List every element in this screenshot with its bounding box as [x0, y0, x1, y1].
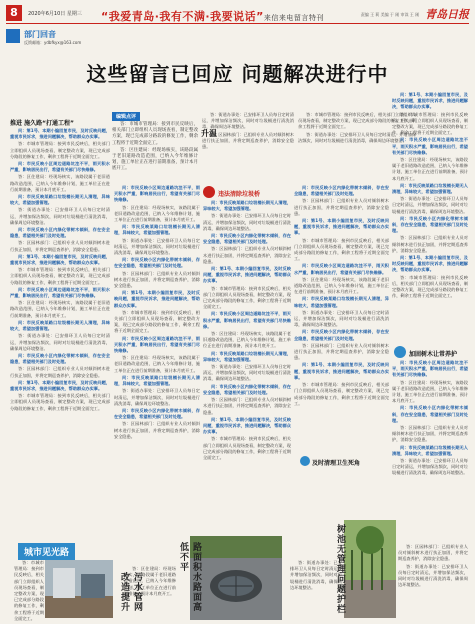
caption-tree-guard: 树池无管理问题护栏 [335, 524, 345, 614]
mid-column-3: 问：市民反映小区内绿化带树木倾斜，存在安全隐患，希望相关部门及时处理。 答：区园林部门：已组织专业人员对倾斜树木进行扶正加固，并将定期巡查养护，消除安全隐患。 问：第1号、本期小编回复市民，及时反映问题，重视市民诉求，推进问题解决，帮助群众办实事。 答：市城市管理局：接到市民反映后，相关部门立即组织人员现场查看，制定整改方案，现已完成部分路段的修复工作，剩余工程将于近期全面完工。 问：市民反映小区周边道路坑洼不平，雨天积水严重，影响居民出行，希望有关部门尽快维修。 答：区住建局：经现场核实，该路段属于老旧道路改造范围，已纳入今年维修计划，施工单位正在进行前期准备，预计本月底开工。 问：市民反映某路口垃圾桶长期无人清理，异味较大，希望加强管理。 答：街道办事处：已安排环卫人员每日定时清运，并增加保洁频次，同时对垃圾桶进行清洗消毒，确保周边环境整洁。 问：市民反映小区内绿化带树木倾斜，存在安全隐患，希望相关部门及时处理。 答：区园林部门：已组织专业人员对倾斜树木进行扶正加固，并将定期巡查养护，消除安全隐患。 问：第1号、本期小编回复市民，及时反映问题，重视市民诉求，推进问题解决，帮助群众办实事。 答：市城市管理局：接到市民反映后，相关部门立即组织人员现场查看，制定整改方案，现已完成部分路段的修复工作，剩余工程将于近期全面完工。 [294, 185, 389, 406]
newspaper-logo: 青岛日报 [425, 8, 469, 21]
mid-column-2: 问：市民反映某路口垃圾桶长期无人清理，异味较大，希望加强管理。 答：街道办事处：已安排环卫人员每日定时清运，并增加保洁频次，同时对垃圾桶进行清洗消毒，确保周边环境整洁。 问：市民反映小区内绿化带树木倾斜，存在安全隐患，希望相关部门及时处理。 答：区园林部门：已组织专业人员对倾斜树木进行扶正加固，并将定期巡查养护，消除安全隐患。 问：第1号、本期小编回复市民，及时反映问题，重视市民诉求，推进问题解决，帮助群众办实事。 答：市城市管理局：接到市民反映后，相关部门立即组织人员现场查看，制定整改方案，现已完成部分路段的修复工作，剩余工程将于近期全面完工。 问：市民反映小区周边道路坑洼不平，雨天积水严重，影响居民出行，希望有关部门尽快维修。 答：区住建局：经现场核实，该路段属于老旧道路改造范围，已纳入今年维修计划，施工单位正在进行前期准备，预计本月底开工。 问：市民反映某路口垃圾桶长期无人清理，异味较大，希望加强管理。 答：街道办事处：已安排环卫人员每日定时清运，并增加保洁频次，同时对垃圾桶进行清洗消毒，确保周边环境整洁。 问：市民反映小区内绿化带树木倾斜，存在安全隐患，希望相关部门及时处理。 答：区园林部门：已组织专业人员对倾斜树木进行扶正加固，并将定期巡查养护，消除安全隐患。 问：第1号、本期小编回复市民，及时反映问题，重视市民诉求，推进问题解决，帮助群众办实事。 答：市城市管理局：接到市民反映后，相关部门立即组织人员现场查看，制定整改方案，现已完成部分路段的修复工作，剩余工程将于近期全面完工。 [203, 200, 291, 460]
photo-road [190, 536, 282, 620]
slogan: “我爱青岛·我有不满·我要说话”来信来电留言特刊 [101, 10, 324, 23]
editor-note: 答：市城市管理局：接到市民反映后，相关部门立即组织人员现场查看，制定整改方案，现已完成部分路段的修复工作，剩余工程将于近期全面完工。 答：区住建局：经现场核实，该路段属于老旧道路改造范围，已纳入今年维修计划，施工单位正在进行前期准备，预计本月底开工。 [112, 122, 198, 172]
editor-note-banner: 编辑点评 [112, 112, 140, 121]
bottom-text-1: 答：市城市管理局：接到市民反映后，相关部门立即组织人员现场查看，制定整改方案，现已完成部分路段的修复工作，剩余工程将于近期全面完工。 [14, 560, 44, 621]
upper-note: 答：街道办事处：已安排环卫人员每日定时清运，并增加保洁频次，同时对垃圾桶进行清洗消毒，确保周边环境整洁。 答：区园林部门：已组织专业人员对倾斜树木进行扶正加固，并将定期巡查养护，消除安全隐患。 [202, 112, 294, 150]
main-headline: 这些留言已回应 问题解决进行中 [86, 62, 389, 86]
bottom-text-3: 答：街道办事处：已安排环卫人员每日定时清运，并增加保洁频次，同时对垃圾桶进行清洗消毒，确保周边环境整洁。 [290, 560, 342, 590]
page-header [6, 5, 469, 24]
section-name: 部门回音 [24, 30, 56, 39]
bottom-text-4: 答：区园林部门：已组织专业人员对倾斜树木进行扶正加固，并将定期巡查养护，消除安全隐患。 答：街道办事处：已安排环卫人员每日定时清运，并增加保洁频次，同时对垃圾桶进行清洗消毒，确保周边环境整洁。 [398, 544, 468, 588]
section-icon [6, 29, 20, 43]
left-subtitle: 推进 施久路“打通工程” [10, 120, 74, 127]
right-column-bottom: 问：市民反映小区周边道路坑洼不平，雨天积水严重，影响居民出行，希望有关部门尽快维修。 答：区住建局：经现场核实，该路段属于老旧道路改造范围，已纳入今年维修计划，施工单位正在进行前期准备，预计本月底开工。 问：市民反映小区内绿化带树木倾斜，存在安全隐患，希望相关部门及时处理。 答：区园林部门：已组织专业人员对倾斜树木进行扶正加固，并将定期巡查养护，消除安全隐患。 问：市民反映某路口垃圾桶长期无人清理，异味较大，希望加强管理。 答：街道办事处：已安排环卫人员每日定时清运，并增加保洁频次，同时对垃圾桶进行清洗消毒，确保周边环境整洁。 [392, 360, 468, 476]
right-column-top: 问：第1号、本期小编回复市民，及时反映问题，重视市民诉求，推进问题解决，帮助群众办实事。 答：市城市管理局：接到市民反映后，相关部门立即组织人员现场查看，制定整改方案，现已完成部分路段的修复工作，剩余工程将于近期全面完工。 问：市民反映小区周边道路坑洼不平，雨天积水严重，影响居民出行，希望有关部门尽快维修。 答：区住建局：经现场核实，该路段属于老旧道路改造范围，已纳入今年维修计划，施工单位正在进行前期准备，预计本月底开工。 问：市民反映某路口垃圾桶长期无人清理，异味较大，希望加强管理。 答：街道办事处：已安排环卫人员每日定时清运，并增加保洁频次，同时对垃圾桶进行清洗消毒，确保周边环境整洁。 问：市民反映小区内绿化带树木倾斜，存在安全隐患，希望相关部门及时处理。 答：区园林部门：已组织专业人员对倾斜树木进行扶正加固，并将定期巡查养护，消除安全隐患。 问：第1号、本期小编回复市民，及时反映问题，重视市民诉求，推进问题解决，帮助群众办实事。 答：市城市管理局：接到市民反映后，相关部门立即组织人员现场查看，制定整改方案，现已完成部分路段的修复工作，剩余工程将于近期全面完工。 [392, 92, 468, 299]
feedback-email: 反馈邮箱：ydbfkyx@163.com [24, 40, 82, 45]
right-subtitle-2: 及时清理卫生死角 [312, 460, 361, 467]
caption-road: 路面积水路面高低不平 [178, 542, 201, 612]
page-number: 8 [6, 5, 22, 21]
slogan-tail: 来信来电留言特刊 [263, 14, 324, 22]
photo-pipes [45, 560, 113, 618]
mid-column-1: 问：市民反映小区周边道路坑洼不平，雨天积水严重，影响居民出行，希望有关部门尽快维修。 答：区住建局：经现场核实，该路段属于老旧道路改造范围，已纳入今年维修计划，施工单位正在进行前期准备，预计本月底开工。 问：市民反映某路口垃圾桶长期无人清理，异味较大，希望加强管理。 答：街道办事处：已安排环卫人员每日定时清运，并增加保洁频次，同时对垃圾桶进行清洗消毒，确保周边环境整洁。 问：市民反映小区内绿化带树木倾斜，存在安全隐患，希望相关部门及时处理。 答：区园林部门：已组织专业人员对倾斜树木进行扶正加固，并将定期巡查养护，消除安全隐患。 问：第1号、本期小编回复市民，及时反映问题，重视市民诉求，推进问题解决，帮助群众办实事。 答：市城市管理局：接到市民反映后，相关部门立即组织人员现场查看，制定整改方案，现已完成部分路段的修复工作，剩余工程将于近期全面完工。 问：市民反映小区周边道路坑洼不平，雨天积水严重，影响居民出行，希望有关部门尽快维修。 答：区住建局：经现场核实，该路段属于老旧道路改造范围，已纳入今年维修计划，施工单位正在进行前期准备，预计本月底开工。 问：市民反映某路口垃圾桶长期无人清理，异味较大，希望加强管理。 答：街道办事处：已安排环卫人员每日定时清运，并增加保洁频次，同时对垃圾桶进行清洗消毒，确保周边环境整洁。 问：市民反映小区内绿化带树木倾斜，存在安全隐患，希望相关部门及时处理。 答：区园林部门：已组织专业人员对倾斜树木进行扶正加固，并将定期巡查养护，消除安全隐患。 [114, 185, 200, 439]
photo-tree-guard [344, 520, 396, 618]
section-head [6, 26, 206, 46]
upper-right-note: 答：市城市管理局：接到市民反映后，相关部门立即组织人员现场查看，制定整改方案，现已完成部分路段的修复工作，剩余工程将于近期全面完工。 答：街道办事处：已安排环卫人员每日定时清运，并增加保洁频次，同时对垃圾桶进行清洗消毒，确保周边环境整洁。 [298, 112, 416, 143]
caption-pipes: 污水管网改造提升 [119, 572, 142, 612]
bottom-text-2: 答：区住建局：经现场核实，该路段属于老旧道路改造范围，已纳入今年维修计划，施工单位正在进行前期准备，预计本月底开工。 [124, 566, 176, 596]
tree-icon [394, 346, 406, 358]
bottom-section-label: 城市见光路 [18, 543, 75, 560]
issue-date: 2020年6月10日 星期三 [28, 11, 82, 17]
trash-icon [203, 186, 215, 198]
broom-icon [300, 456, 310, 466]
right-subtitle-1: 加固树木让常养护 [409, 351, 458, 358]
left-column: 问：第1号、本期小编回复市民，及时反映问题，重视市民诉求，推进问题解决，帮助群众办实事。 答：市城市管理局：接到市民反映后，相关部门立即组织人员现场查看，制定整改方案，现已完成部分路段的修复工作，剩余工程将于近期全面完工。 问：市民反映小区周边道路坑洼不平，雨天积水严重，影响居民出行，希望有关部门尽快维修。 答：区住建局：经现场核实，该路段属于老旧道路改造范围，已纳入今年维修计划，施工单位正在进行前期准备，预计本月底开工。 问：市民反映某路口垃圾桶长期无人清理，异味较大，希望加强管理。 答：街道办事处：已安排环卫人员每日定时清运，并增加保洁频次，同时对垃圾桶进行清洗消毒，确保周边环境整洁。 问：市民反映小区内绿化带树木倾斜，存在安全隐患，希望相关部门及时处理。 答：区园林部门：已组织专业人员对倾斜树木进行扶正加固，并将定期巡查养护，消除安全隐患。 问：第1号、本期小编回复市民，及时反映问题，重视市民诉求，推进问题解决，帮助群众办实事。 答：市城市管理局：接到市民反映后，相关部门立即组织人员现场查看，制定整改方案，现已完成部分路段的修复工作，剩余工程将于近期全面完工。 问：市民反映小区周边道路坑洼不平，雨天积水严重，影响居民出行，希望有关部门尽快维修。 答：区住建局：经现场核实，该路段属于老旧道路改造范围，已纳入今年维修计划，施工单位正在进行前期准备，预计本月底开工。 问：市民反映某路口垃圾桶长期无人清理，异味较大，希望加强管理。 答：街道办事处：已安排环卫人员每日定时清运，并增加保洁频次，同时对垃圾桶进行清洗消毒，确保周边环境整洁。 问：市民反映小区内绿化带树木倾斜，存在安全隐患，希望相关部门及时处理。 答：区园林部门：已组织专业人员对倾斜树木进行扶正加固，并将定期巡查养护，消除安全隐患。 问：第1号、本期小编回复市民，及时反映问题，重视市民诉求，推进问题解决，帮助群众办实事。 答：市城市管理局：接到市民反映后，相关部门立即组织人员现场查看，制定整改方案，现已完成部分路段的修复工作，剩余工程将于近期全面完工。 [10, 128, 110, 411]
middle-subtitle: 违法清除垃圾桥 [218, 191, 261, 198]
editor-credits: 责编 王 莉 美编 于 刚 审读 王 刚 [360, 12, 419, 17]
center-title: 升温 [201, 129, 217, 138]
